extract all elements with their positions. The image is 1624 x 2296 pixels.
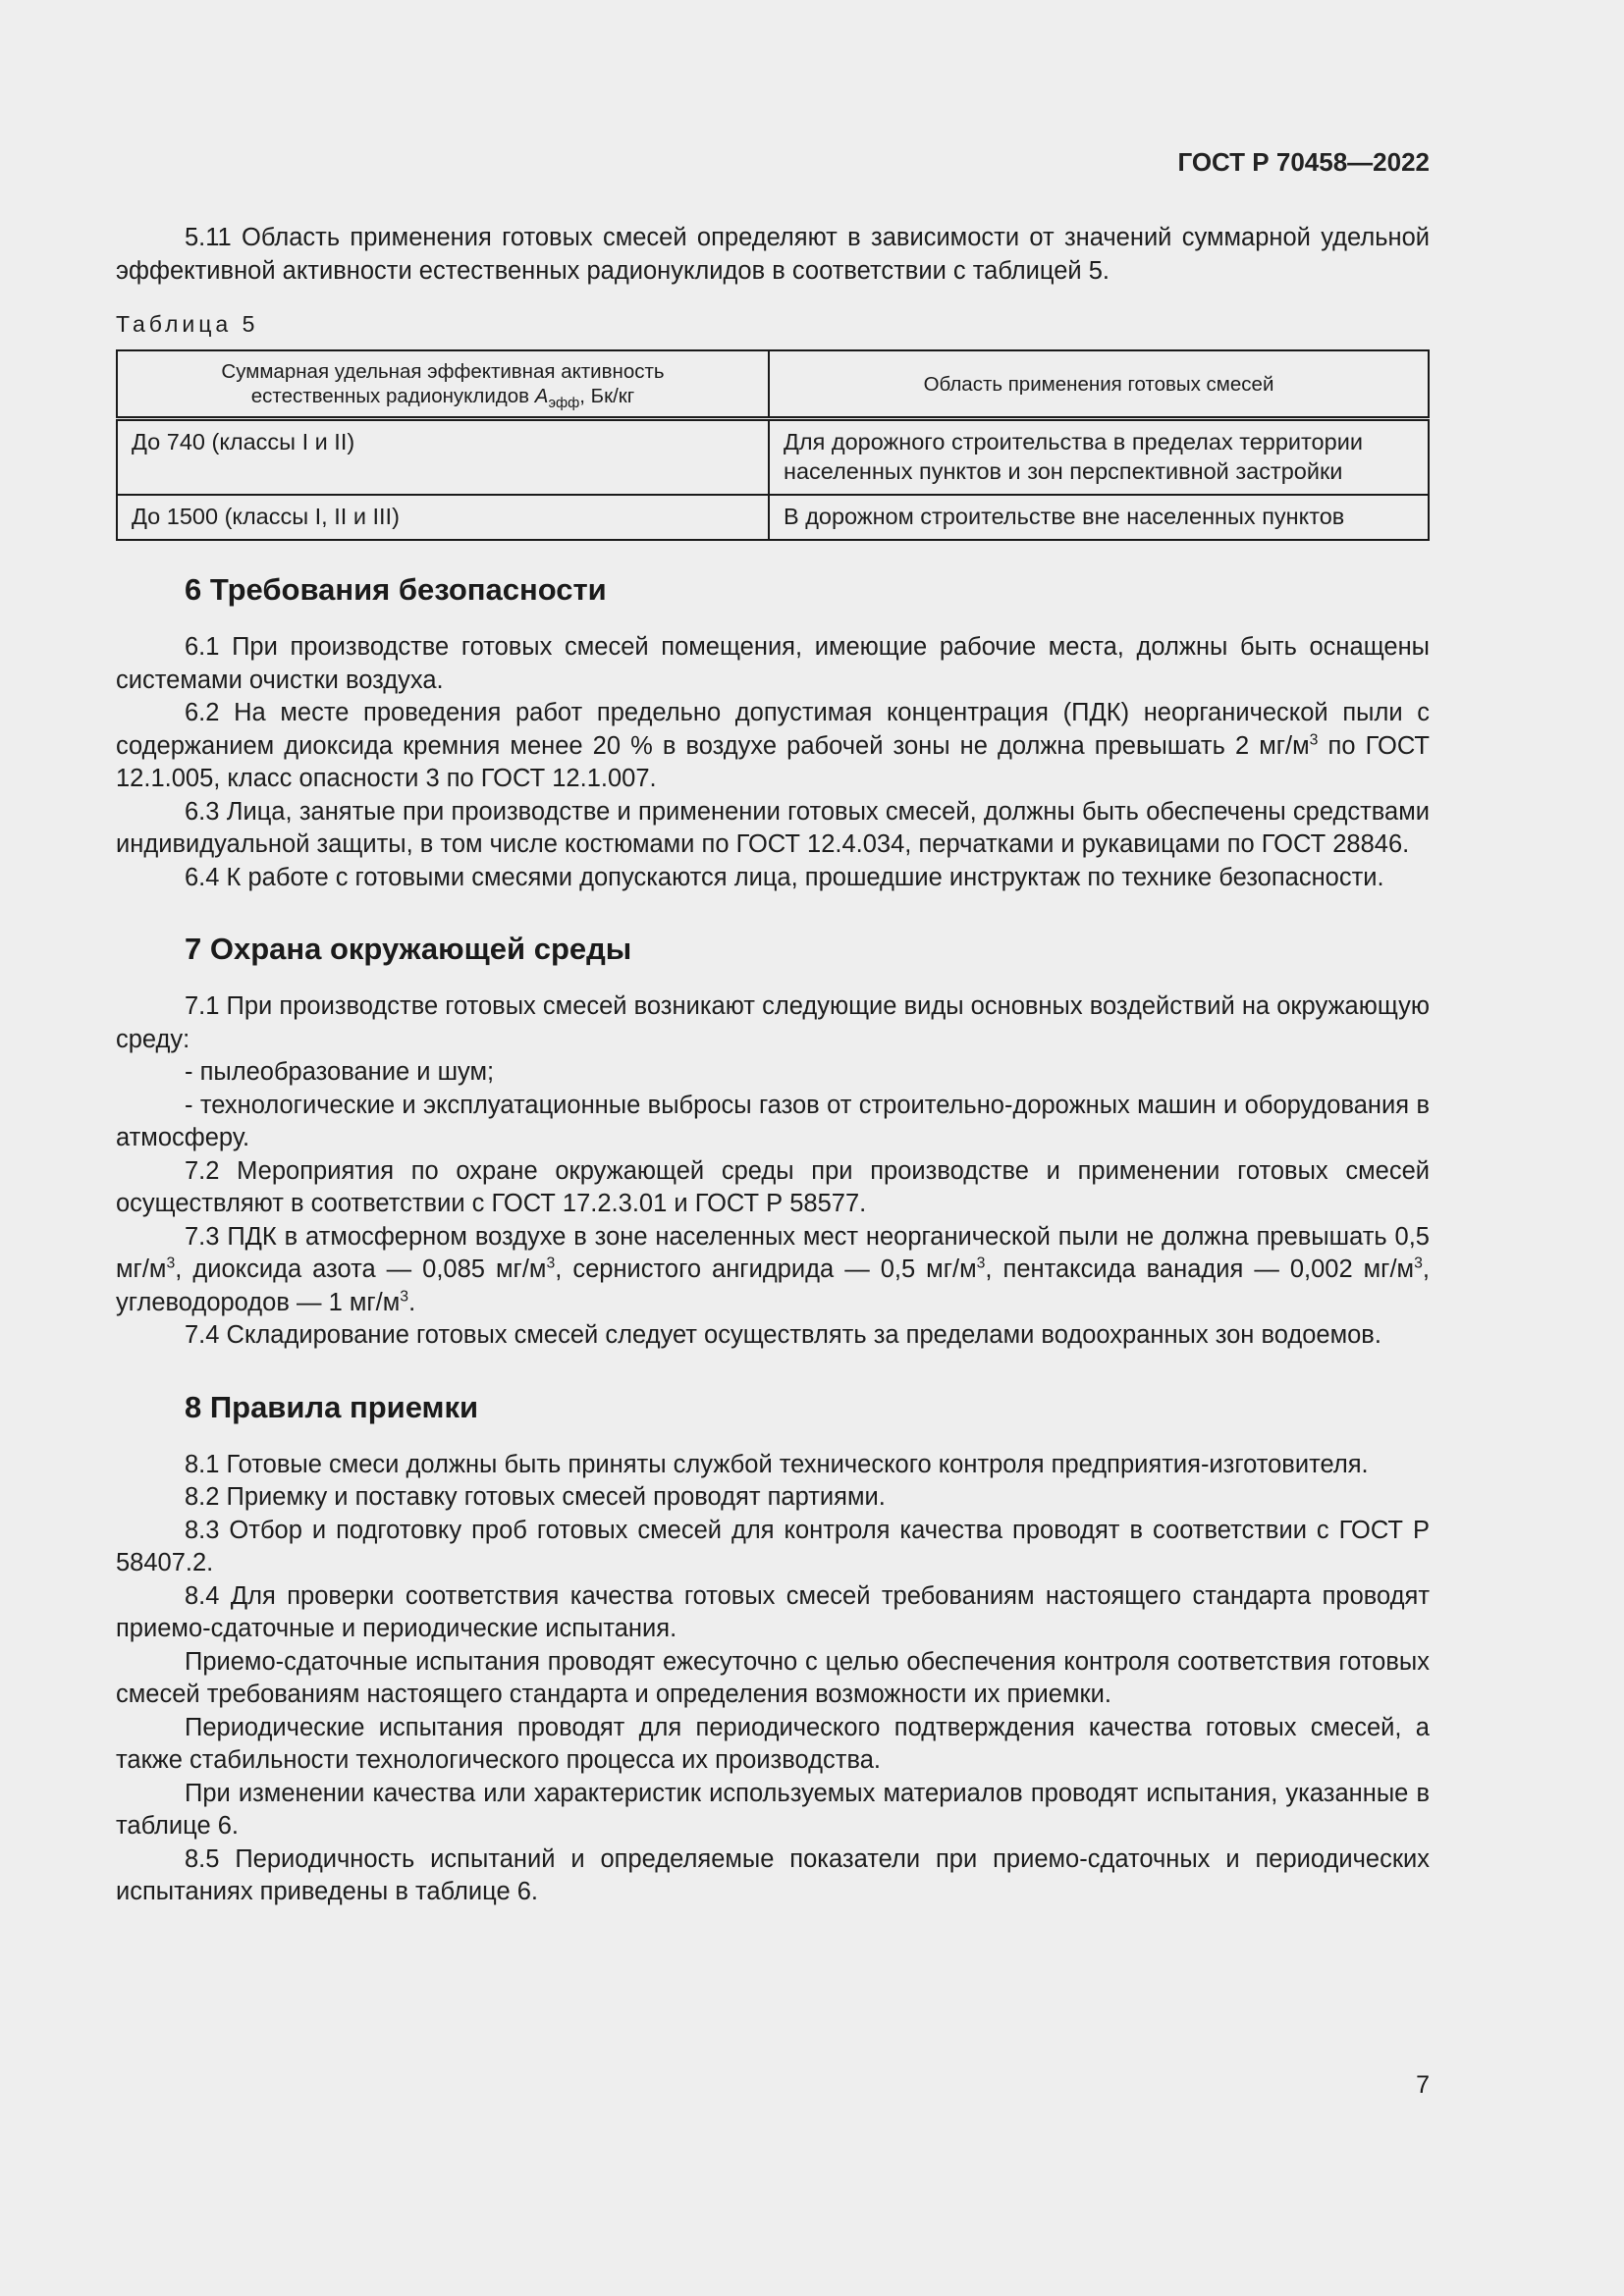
section-7-heading: 7 Охрана окружающей среды [185,932,632,966]
paragraph-material-change: При изменении качества или характеристик используемых материалов проводят испытания, указанные в таблице 6. [116,1779,1430,1840]
document-header: ГОСТ Р 70458—2022 [1177,147,1430,177]
table-header-row [117,350,1429,419]
paragraph-acceptance-tests: Приемо-сдаточные испытания проводят ежесуточно с целью обеспечения контроля соответствия готовых смесей требованиям настоящего стандарта и определения возможности их приемки. [116,1647,1430,1708]
list-item: - технологические и эксплуатационные выбросы газов от строительно-дорожных машин и оборудования в атмосферу. [116,1091,1430,1151]
paragraph-8-3: 8.3 Отбор и подготовку проб готовых смесей для контроля качества проводят в соответствии с ГОСТ Р 58407.2. [116,1516,1430,1576]
paragraph-7-3: 7.3 ПДК в атмосферном воздухе в зоне населенных мест неорганической пыли не должна превышать 0,5 $мг/м^3$, диоксида азота — 0,085 $мг/м^3$, сернистого ангидрида — 0,5 $мг/м^3$, пентаксида ванадия — 0,002 $мг/м^3$, углеводородов — 1 $мг/м^3$. [116,1222,1430,1316]
paragraph-7-4: 7.4 Складирование готовых смесей следует осуществлять за пределами водоохранных зон водоемов. [185,1321,1381,1349]
paragraph-8-2: 8.2 Приемку и поставку готовых смесей проводят партиями. [185,1483,886,1511]
table-row [117,419,1429,496]
table-5 [116,349,1430,541]
list-item: - пылеобразование и шум; [185,1058,495,1086]
paragraph-6-4: 6.4 К работе с готовыми смесями допускаются лица, прошедшие инструктаж по технике безопасности. [185,863,1384,891]
paragraph-6-1: 6.1 При производстве готовых смесей помещения, имеющие рабочие места, должны быть оснащены системами очистки воздуха. [116,633,1430,694]
table-header-application: Область применения готовых смесей [769,350,1429,419]
paragraph-7-1: 7.1 При производстве готовых смесей возникают следующие виды основных воздействий на окружающую среду: [116,992,1430,1053]
table-cell-activity: До 1500 (классы I, II и III) [117,495,769,540]
paragraph-8-1: 8.1 Готовые смеси должны быть приняты службой технического контроля предприятия-изготовителя. [185,1450,1369,1478]
table-cell-application: В дорожном строительстве вне населенных пунктов [769,495,1429,540]
paragraph-5-11: 5.11 Область применения готовых смесей определяют в зависимости от значений суммарной удельной эффективной активности естественных радионуклидов в соответствии с таблицей 5. [116,224,1430,285]
paragraph-8-5: 8.5 Периодичность испытаний и определяемые показатели при приемо-сдаточных и периодических испытаниях приведены в таблице 6. [116,1844,1430,1905]
paragraph-6-3: 6.3 Лица, занятые при производстве и применении готовых смесей, должны быть обеспечены средствами индивидуальной защиты, в том числе костюмами по ГОСТ 12.4.034, перчатками и рукавицами по ГОСТ 28846. [116,797,1430,858]
section-8-heading: 8 Правила приемки [185,1389,479,1424]
table-cell-activity: До 740 (классы I и II) [117,419,769,496]
paragraph-periodic-tests: Периодические испытания проводят для периодического подтверждения качества готовых смесей, а также стабильности технологического процесса их производства. [116,1713,1430,1774]
paragraph-8-4: 8.4 Для проверки соответствия качества готовых смесей требованиям настоящего стандарта проводят приемо-сдаточные и периодические испытания. [116,1581,1430,1642]
table-row [117,495,1429,540]
table-caption: Таблица 5 [116,311,259,337]
activity-symbol: A [534,385,549,407]
paragraph-7-2: 7.2 Мероприятия по охране окружающей среды при производстве и применении готовых смесей осуществляют в соответствии с ГОСТ 17.2.3.01 и ГОСТ Р 58577. [116,1156,1430,1217]
page-number: 7 [1416,2071,1430,2099]
document-body [116,222,1430,1909]
table-header-activity: Суммарная удельная эффективная активность естественных радионуклидов $A_{эфф}$, Бк/кг [117,350,769,419]
paragraph-6-2: 6.2 На месте проведения работ предельно допустимая концентрация (ПДК) неорганической пыли с содержанием диоксида кремния менее 20 % в воздухе рабочей зоны не должна превышать 2 $мг/м^3$ по ГОСТ 12.1.005, класс опасности 3 по ГОСТ 12.1.007. [116,699,1430,792]
section-6-heading: 6 Требования безопасности [185,572,607,607]
table-cell-application: Для дорожного строительства в пределах территории населенных пунктов и зон перспективной застройки [769,419,1429,496]
